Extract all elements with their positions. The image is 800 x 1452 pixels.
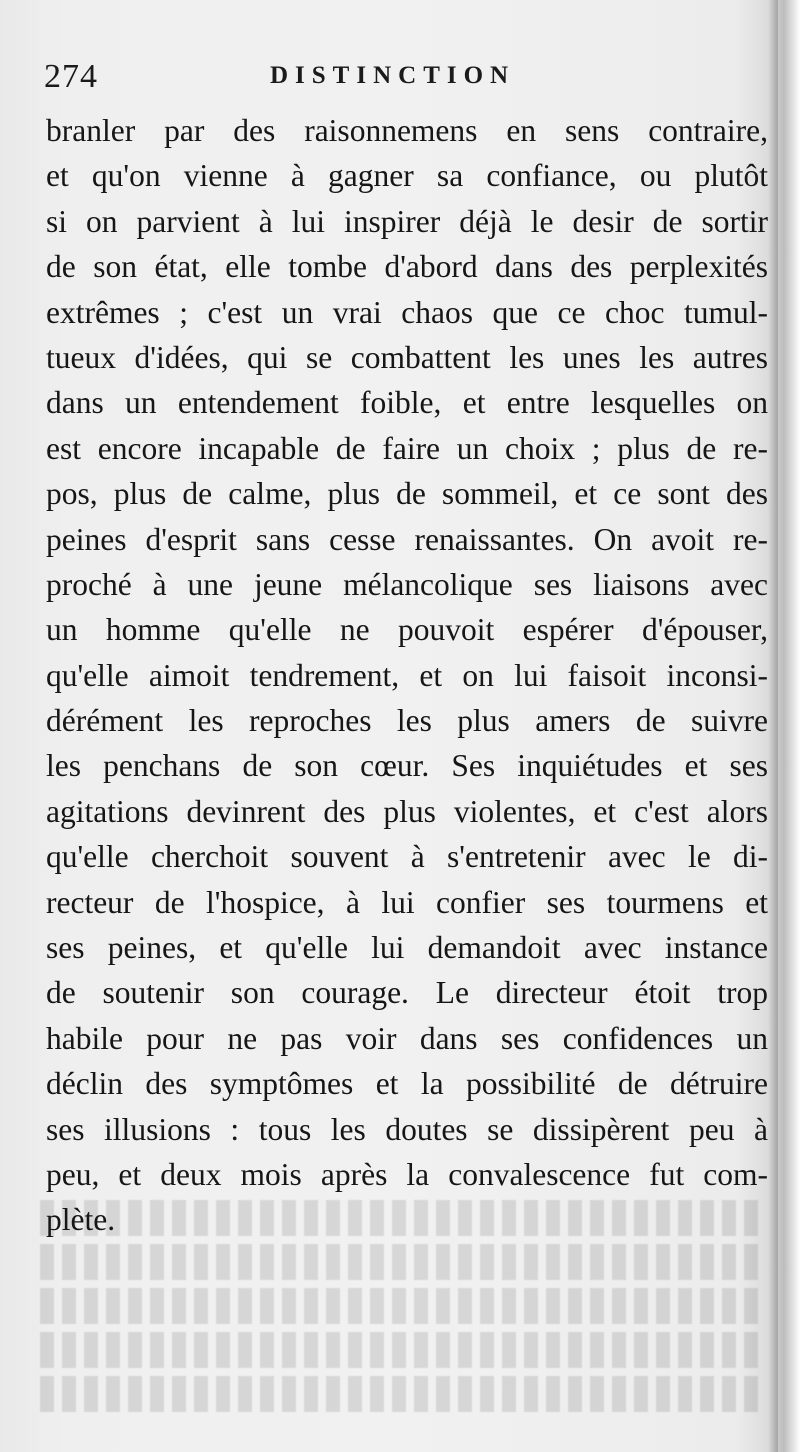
body-text [46,108,768,1243]
text-line: branler par des raisonnemens en sens contraire, [46,113,768,148]
text-line: les penchans de son cœur. Ses inquiétudes et ses [46,748,768,784]
page-edge-shadow [768,0,778,1452]
text-line: de soutenir son courage. Le directeur étoit trop [46,975,768,1011]
text-line: et qu'on vienne à gagner sa confiance, ou plutôt [46,158,768,194]
text-line: tueux d'idées, qui se combattent les unes les autres [46,339,768,375]
text-line: proché à une jeune mélancolique ses liaisons avec [46,566,768,602]
text-line: est encore incapable de faire un choix ; plus de re- [46,430,768,466]
text-line: de son état, elle tombe d'abord dans des perplexités [46,249,768,285]
text-line: si on parvient à lui inspirer déjà le desir de sortir [46,203,768,239]
text-line: ses peines, et qu'elle lui demandoit avec instance [46,930,768,966]
text-line-last: plète. [46,1202,116,1238]
running-head: DISTINCTION [270,62,516,89]
text-line: habile pour ne pas voir dans ses confidences un [46,1020,768,1056]
text-line: recteur de l'hospice, à lui confier ses tourmens et [46,884,768,920]
text-line: peu, et deux mois après la convalescence fut com- [46,1156,768,1192]
text-line: un homme qu'elle ne pouvoit espérer d'épouser, [46,612,768,648]
text-line: dans un entendement foible, et entre lesquelles on [46,385,768,421]
text-line: qu'elle cherchoit souvent à s'entretenir avec le di- [46,839,768,875]
text-line: ses illusions : tous les doutes se dissipèrent peu à [46,1111,768,1147]
text-line: peines d'esprit sans cesse renaissantes. On avoit re- [46,521,768,557]
page-number: 274 [44,58,98,95]
text-line: agitations devinrent des plus violentes, et c'est alors [46,793,768,829]
text-line: dérément les reproches les plus amers de suivre [46,703,768,739]
text-line: extrêmes ; c'est un vrai chaos que ce choc tumul- [46,294,768,330]
text-line: déclin des symptômes et la possibilité de détruire [46,1066,768,1102]
text-line: pos, plus de calme, plus de sommeil, et ce sont des [46,476,768,512]
text-line: qu'elle aimoit tendrement, et on lui faisoit inconsi- [46,657,768,693]
